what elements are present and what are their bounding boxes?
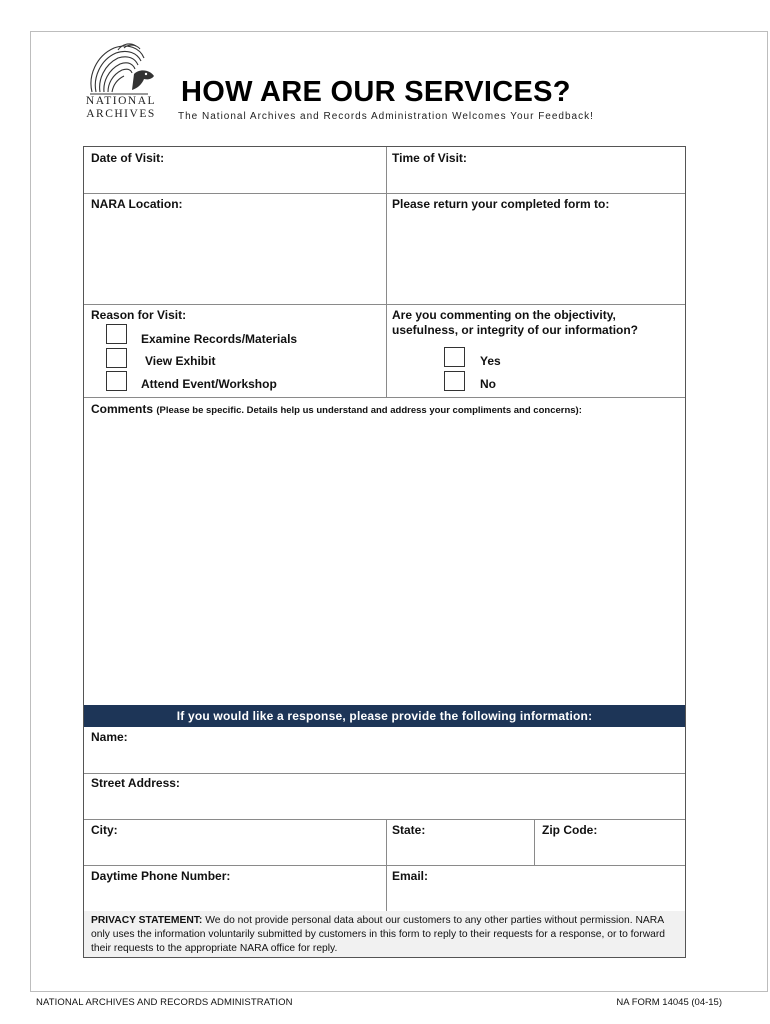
no-label: No — [480, 377, 496, 391]
comments-hint: (Please be specific. Details help us understand and address your compliments and concerns): — [156, 405, 582, 416]
logo-line-national: NATIONAL — [85, 95, 157, 107]
footer-form-number: NA FORM 14045 (04-15) — [616, 997, 722, 1008]
feedback-form — [83, 146, 686, 958]
examine-records-checkbox[interactable] — [106, 324, 127, 344]
zip-code-field[interactable]: Zip Code: — [542, 823, 598, 837]
objectivity-question-line1: Are you commenting on the objectivity, — [392, 308, 616, 322]
row-divider — [84, 193, 685, 194]
view-exhibit-checkbox[interactable] — [106, 348, 127, 368]
row-divider — [84, 865, 685, 866]
examine-records-label: Examine Records/Materials — [141, 332, 298, 346]
no-checkbox[interactable] — [444, 371, 465, 391]
comments-field[interactable] — [91, 402, 582, 416]
row-divider — [84, 819, 685, 820]
date-of-visit-field[interactable]: Date of Visit: — [91, 151, 165, 165]
yes-checkbox[interactable] — [444, 347, 465, 367]
nara-location-field[interactable]: NARA Location: — [91, 197, 183, 211]
row-divider — [84, 773, 685, 774]
return-address-label: Please return your completed form to: — [392, 197, 610, 211]
row-divider — [84, 304, 685, 305]
column-divider — [386, 819, 387, 911]
column-divider — [534, 819, 535, 865]
view-exhibit-label: View Exhibit — [145, 354, 216, 368]
page-subtitle: The National Archives and Records Administration Welcomes Your Feedback! — [178, 111, 594, 122]
row-divider — [84, 397, 685, 398]
privacy-statement — [84, 911, 685, 957]
privacy-text: We do not provide personal data about our customers to any other parties without permission. NARA only uses the information voluntarily submitted by customers in this form to reply to their requests for a response, or to forward their requests to the appropriate NARA office for reply. — [91, 915, 666, 954]
page-title: HOW ARE OUR SERVICES? — [181, 76, 571, 108]
state-field[interactable]: State: — [392, 823, 426, 837]
attend-event-checkbox[interactable] — [106, 371, 127, 391]
footer-agency: NATIONAL ARCHIVES AND RECORDS ADMINISTRATION — [36, 997, 293, 1008]
logo-line-archives: ARCHIVES — [86, 108, 156, 120]
column-divider — [386, 147, 387, 397]
response-banner: If you would like a response, please provide the following information: — [84, 705, 685, 727]
street-address-field[interactable]: Street Address: — [91, 776, 180, 790]
reason-for-visit-label: Reason for Visit: — [91, 308, 187, 322]
time-of-visit-field[interactable]: Time of Visit: — [392, 151, 467, 165]
attend-event-label: Attend Event/Workshop — [141, 377, 277, 391]
comments-label: Comments — [91, 402, 154, 416]
privacy-heading: PRIVACY STATEMENT: — [91, 915, 203, 926]
daytime-phone-field[interactable]: Daytime Phone Number: — [91, 869, 231, 883]
email-field[interactable]: Email: — [392, 869, 429, 883]
city-field[interactable]: City: — [91, 823, 118, 837]
objectivity-question-line2: usefulness, or integrity of our information? — [392, 323, 639, 337]
name-field[interactable]: Name: — [91, 730, 128, 744]
yes-label: Yes — [480, 354, 501, 368]
